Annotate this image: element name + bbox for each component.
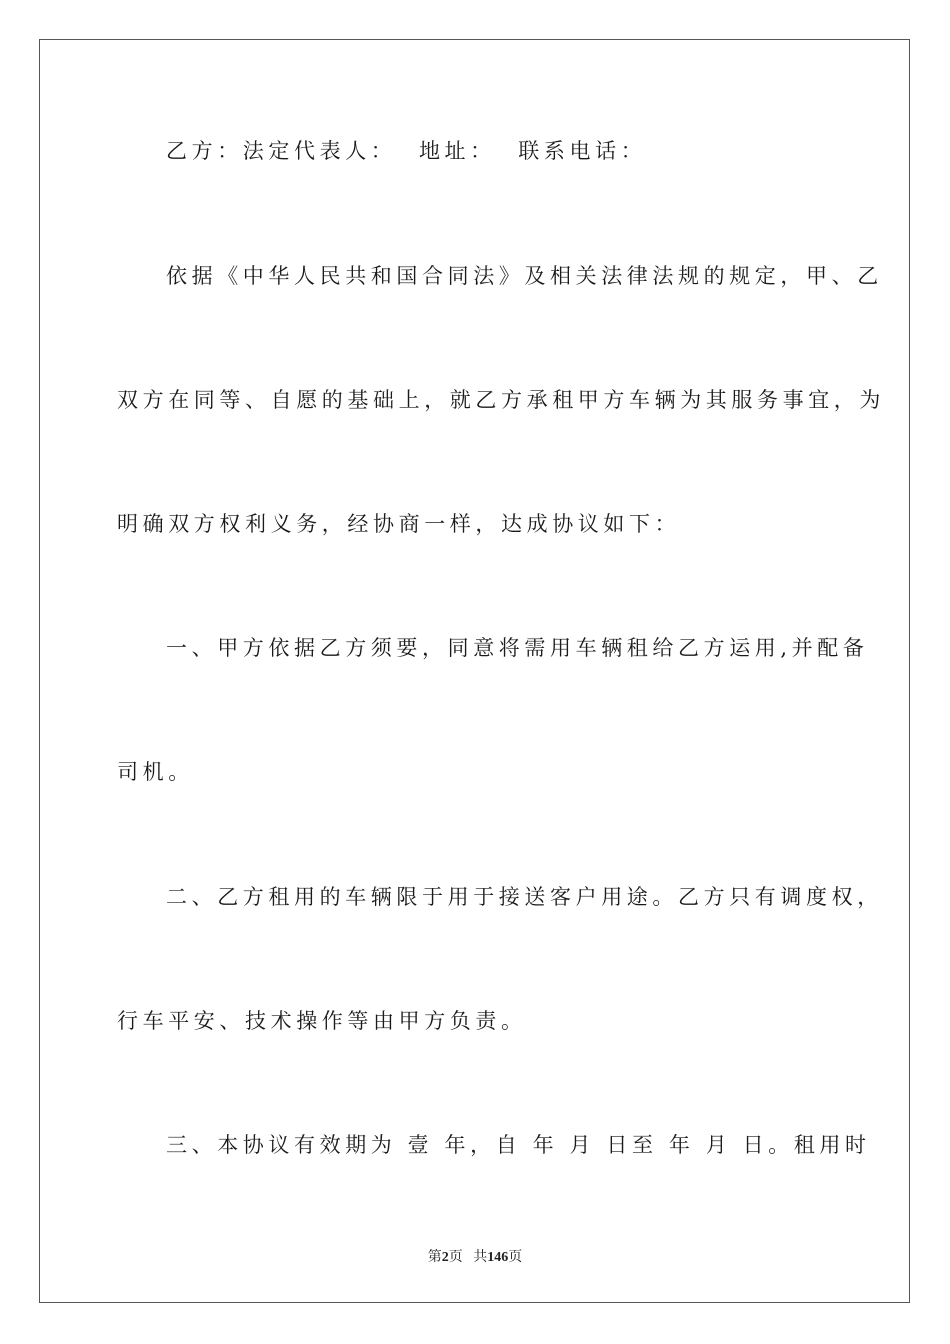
page-number: 2 [441,1250,449,1265]
paragraph-line-1: 依据《中华人民共和国合同法》及相关法律法规的规定，甲、乙 [166,264,883,288]
clause-1-line-1: 一、甲方依据乙方须要，同意将需用车辆租给乙方运用,并配备 [166,636,869,660]
clause-2-line-2: 行车平安、技术操作等由甲方负责。 [117,1009,527,1033]
party-b-line: 乙方：法定代表人： 地址： 联系电话： [166,139,647,163]
page-frame [39,39,910,1303]
clause-2-line-1: 二、乙方租用的车辆限于用于接送客户用途。乙方只有调度权， [166,885,883,909]
clause-3-line-1: 三、本协议有效期为 壹 年，自 年 月 日至 年 月 日。租用时 [166,1133,871,1157]
page-suffix: 页 [448,1250,463,1265]
total-prefix: 共 [473,1250,488,1265]
page-footer [0,1249,950,1267]
paragraph-line-3: 明确双方权利义务，经协商一样，达成协议如下： [117,512,681,536]
paragraph-line-2: 双方在同等、自愿的基础上，就乙方承租甲方车辆为其服务事宜，为 [117,388,885,412]
total-pages: 146 [487,1250,509,1265]
total-suffix: 页 [508,1250,523,1265]
clause-1-line-2: 司机。 [117,760,194,784]
page-prefix: 第 [427,1250,442,1265]
